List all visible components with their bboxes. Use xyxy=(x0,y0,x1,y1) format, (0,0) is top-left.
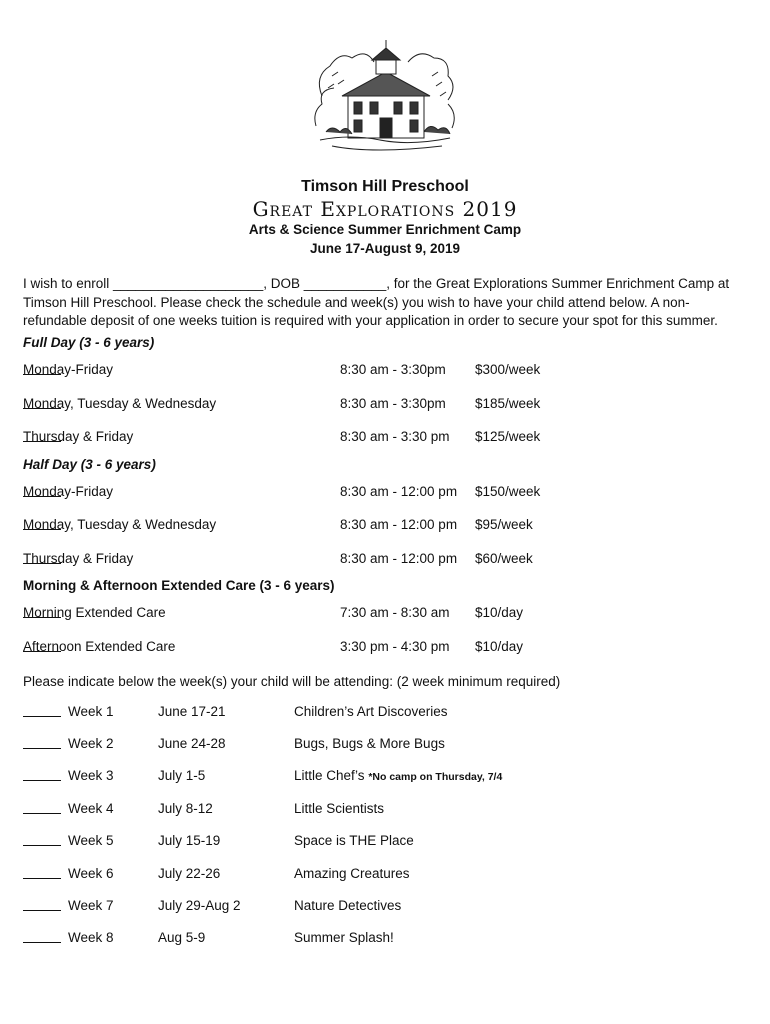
option-days: Thursday & Friday xyxy=(23,429,134,444)
week-row xyxy=(0,866,770,884)
option-price: $60/week xyxy=(475,551,533,566)
checkbox-blank[interactable] xyxy=(23,517,61,530)
week-theme: Nature Detectives xyxy=(294,898,402,913)
checkbox-blank[interactable] xyxy=(23,768,61,781)
extended-care-heading: Morning & Afternoon Extended Care (3 - 6 years) xyxy=(23,578,335,593)
option-time: 8:30 am - 3:30pm xyxy=(340,362,446,377)
week-row xyxy=(0,801,770,819)
checkbox-blank[interactable] xyxy=(23,736,61,749)
half-day-heading: Half Day (3 - 6 years) xyxy=(23,457,156,472)
option-price: $125/week xyxy=(475,429,541,444)
option-time: 8:30 am - 12:00 pm xyxy=(340,517,458,532)
week-row xyxy=(0,930,770,948)
checkbox-blank[interactable] xyxy=(23,362,61,375)
week-dates: July 8-12 xyxy=(158,801,213,816)
camp-subtitle: Arts & Science Summer Enrichment Camp xyxy=(248,222,522,237)
option-time: 8:30 am - 12:00 pm xyxy=(340,484,458,499)
option-days: Thursday & Friday xyxy=(23,551,134,566)
week-theme: Children’s Art Discoveries xyxy=(294,704,448,719)
schoolhouse-illustration xyxy=(312,36,458,160)
week-label: Week 5 xyxy=(68,833,114,848)
option-time: 8:30 am - 3:30 pm xyxy=(340,429,450,444)
option-price: $300/week xyxy=(475,362,541,377)
checkbox-blank[interactable] xyxy=(23,639,61,652)
camp-dates: June 17-August 9, 2019 xyxy=(309,241,461,256)
full-day-heading: Full Day (3 - 6 years) xyxy=(23,335,155,350)
checkbox-blank[interactable] xyxy=(23,605,61,618)
option-price: $95/week xyxy=(475,517,533,532)
option-row xyxy=(0,551,770,569)
option-price: $10/day xyxy=(475,639,524,654)
week-label: Week 2 xyxy=(68,736,114,751)
week-label: Week 7 xyxy=(68,898,114,913)
school-name: Timson Hill Preschool xyxy=(301,178,469,195)
option-row xyxy=(0,429,770,447)
option-days: Monday-Friday xyxy=(23,484,114,499)
option-row xyxy=(0,396,770,414)
option-days: Monday, Tuesday & Wednesday xyxy=(23,517,217,532)
week-theme: Amazing Creatures xyxy=(294,866,410,881)
checkbox-blank[interactable] xyxy=(23,551,61,564)
checkbox-blank[interactable] xyxy=(23,930,61,943)
option-time: 8:30 am - 12:00 pm xyxy=(340,551,458,566)
week-label: Week 4 xyxy=(68,801,114,816)
week-row xyxy=(0,704,770,722)
week-row xyxy=(0,833,770,851)
checkbox-blank[interactable] xyxy=(23,484,61,497)
option-price: $185/week xyxy=(475,396,541,411)
week-row xyxy=(0,898,770,916)
checkbox-blank[interactable] xyxy=(23,801,61,814)
option-row xyxy=(0,605,770,623)
week-dates: June 24-28 xyxy=(158,736,226,751)
week-label: Week 1 xyxy=(68,704,114,719)
week-theme: Summer Splash! xyxy=(294,930,394,945)
week-row xyxy=(0,768,770,786)
checkbox-blank[interactable] xyxy=(23,866,61,879)
checkbox-blank[interactable] xyxy=(23,898,61,911)
week-dates: July 15-19 xyxy=(158,833,221,848)
week-theme: Little Chef’s xyxy=(294,768,365,783)
week-dates: Aug 5-9 xyxy=(158,930,206,945)
option-days: Afternoon Extended Care xyxy=(23,639,176,654)
option-time: 7:30 am - 8:30 am xyxy=(340,605,450,620)
week-theme: Little Scientists xyxy=(294,801,385,816)
week-theme: Bugs, Bugs & More Bugs xyxy=(294,736,445,751)
week-theme: Space is THE Place xyxy=(294,833,414,848)
week-label: Week 6 xyxy=(68,866,114,881)
option-row xyxy=(0,517,770,535)
option-price: $150/week xyxy=(475,484,541,499)
camp-title: Great Explorations 2019 xyxy=(252,197,518,221)
option-time: 3:30 pm - 4:30 pm xyxy=(340,639,450,654)
weeks-prompt: Please indicate below the week(s) your child will be attending: (2 week minimum required) xyxy=(23,674,561,689)
week-dates: July 1-5 xyxy=(158,768,206,783)
week-dates: June 17-21 xyxy=(158,704,226,719)
option-price: $10/day xyxy=(475,605,524,620)
option-days: Monday-Friday xyxy=(23,362,114,377)
week-label: Week 8 xyxy=(68,930,114,945)
week-dates: July 29-Aug 2 xyxy=(158,898,241,913)
checkbox-blank[interactable] xyxy=(23,704,61,717)
week-row xyxy=(0,736,770,754)
option-row xyxy=(0,362,770,380)
week-dates: July 22-26 xyxy=(158,866,221,881)
checkbox-blank[interactable] xyxy=(23,833,61,846)
week-note: *No camp on Thursday, 7/4 xyxy=(368,771,503,783)
week-label: Week 3 xyxy=(68,768,114,783)
enrollment-intro: I wish to enroll ____________________, DOB ___________, for the Great Explorations Summer Enrichment Camp at Timson Hill Preschool. Please check the schedule and week(s) you wish to have your child attend below. A non-refundable deposit of one weeks tuition is required with your application in order to secure your spot for this summer. xyxy=(23,276,730,328)
option-row xyxy=(0,484,770,502)
option-days: Morning Extended Care xyxy=(23,605,166,620)
option-days: Monday, Tuesday & Wednesday xyxy=(23,396,217,411)
checkbox-blank[interactable] xyxy=(23,396,61,409)
option-row xyxy=(0,639,770,657)
option-time: 8:30 am - 3:30pm xyxy=(340,396,446,411)
checkbox-blank[interactable] xyxy=(23,429,61,442)
